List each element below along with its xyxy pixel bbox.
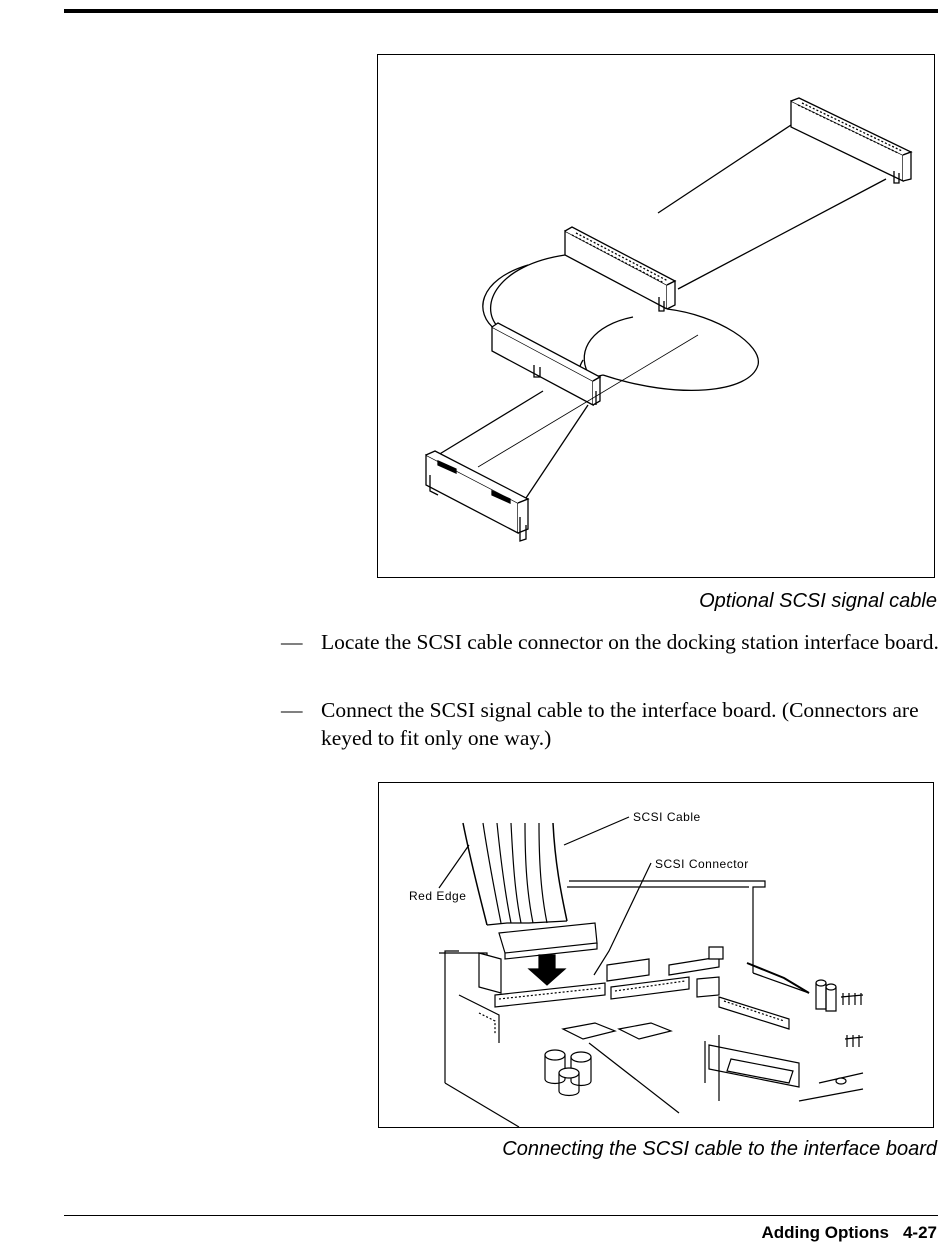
red-edge-label: Red Edge [409, 889, 467, 903]
footer-section: Adding Options [761, 1223, 889, 1242]
step-dash: — [281, 698, 303, 722]
step-dash: — [281, 630, 303, 654]
scsi-connector-label: SCSI Connector [655, 857, 749, 871]
step-text: Locate the SCSI cable connector on the docking station interface board. [321, 630, 939, 654]
figure-caption: Connecting the SCSI cable to the interface board [502, 1138, 937, 1160]
cable-connector-bottom [426, 451, 528, 541]
insert-arrow-icon [529, 955, 565, 985]
scsi-cable-illustration [378, 55, 934, 577]
cable-connector-middle [565, 227, 675, 311]
step-item [281, 628, 941, 656]
cable-connector-lower [492, 323, 600, 405]
cable-connector-far [791, 98, 911, 183]
interface-board [439, 881, 863, 1127]
scsi-cable-figure [377, 54, 935, 578]
bottom-rule [64, 1215, 938, 1216]
step-item [281, 696, 941, 752]
page-footer [761, 1223, 937, 1243]
interface-board-figure [378, 782, 934, 1128]
page-number: 4-27 [902, 1223, 937, 1242]
step-text: Connect the SCSI signal cable to the interface board. (Connectors are keyed to fit only one way.) [321, 698, 919, 750]
interface-board-illustration [379, 783, 933, 1127]
scsi-cable-label: SCSI Cable [633, 810, 701, 824]
ribbon-cable [463, 823, 597, 959]
top-rule [64, 9, 938, 13]
figure-caption: Optional SCSI signal cable [699, 590, 937, 612]
